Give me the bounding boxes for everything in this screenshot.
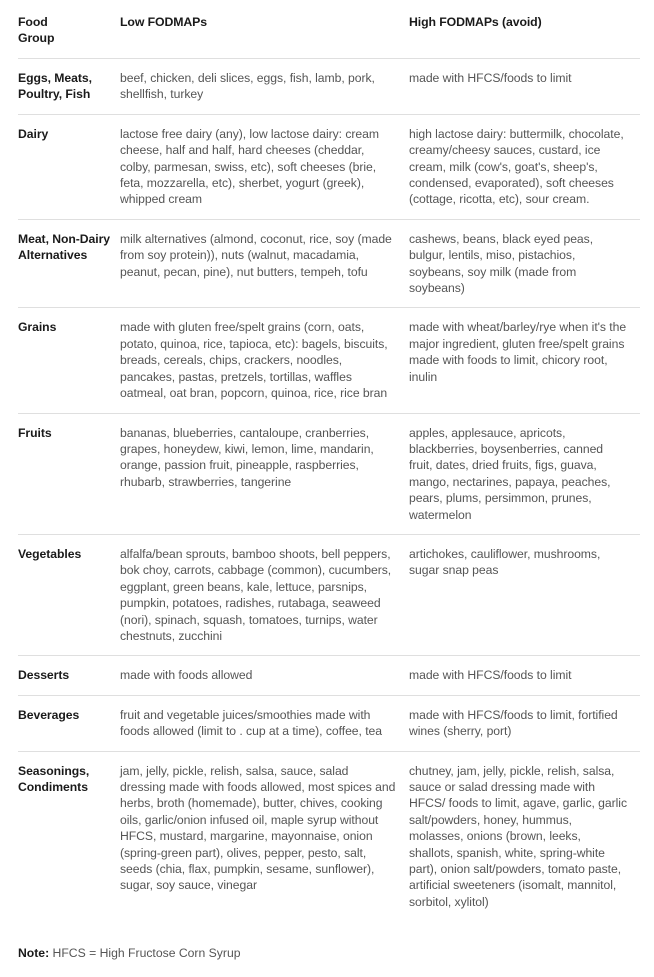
table-row [18,308,640,413]
table-header-row [18,14,640,59]
table-row [18,219,640,308]
table-row [18,413,640,534]
cell-low-fodmaps: alfalfa/bean sprouts, bamboo shoots, bell peppers, bok choy, carrots, cabbage (common), cucumbers, eggplant, green beans, kale, lettuce, parsnips, pumpkin, potatoes, radishes, rutabaga, seaweed (nori), spinach, squash, tomatoes, turnips, water chestnuts, zucchini [120,546,392,643]
cell-food-group: Desserts [18,668,70,683]
column-header-high-fodmaps: High FODMAPs (avoid) [409,15,542,29]
cell-low-fodmaps: fruit and vegetable juices/smoothies made with foods allowed (limit to . cup at a time), coffee, tea [120,707,382,739]
cell-food-group: Grains [18,320,57,335]
footer-note [18,945,241,961]
cell-food-group: Seasonings, Condiments [18,763,90,794]
cell-low-fodmaps: beef, chicken, deli slices, eggs, fish, lamb, pork, shellfish, turkey [120,71,375,102]
cell-low-fodmaps: made with gluten free/spelt grains (corn, oats, potato, quinoa, rice, tapioca, etc): bagels, biscuits, breads, cereals, chips, crackers, noodles, pancakes, pastas, pretzels, tortillas, waffles oatmeal, oat bran, popcorn, quinoa, rice, rice bran [120,320,388,401]
table-header [18,14,640,59]
column-header-food-group [18,14,120,59]
column-header-food-group-line2: Group [18,31,55,45]
column-header-low-fodmaps: Low FODMAPs [120,15,208,29]
cell-high-fodmaps: cashews, beans, black eyed peas, bulgur, lentils, miso, pistachios, soybeans, soy milk (made from soybeans) [409,231,594,296]
column-header-food-group-line1: Food [18,15,48,29]
fodmap-food-list-page [0,14,654,977]
cell-high-fodmaps: made with HFCS/foods to limit, fortified wines (sherry, port) [409,707,618,739]
cell-food-group: Fruits [18,425,52,440]
table-row [18,114,640,219]
cell-food-group: Beverages [18,707,80,722]
footer-note-text: HFCS = High Fructose Corn Syrup [49,946,241,960]
cell-high-fodmaps: artichokes, cauliflower, mushrooms, sugar snap peas [409,546,601,578]
cell-food-group: Vegetables [18,546,82,561]
cell-high-fodmaps: made with wheat/barley/rye when it's the major ingredient, gluten free/spelt grains made with foods to limit, chicory root, inulin [409,320,627,384]
cell-low-fodmaps: milk alternatives (almond, coconut, rice, soy (made from soy protein)), nuts (walnut, macadamia, peanut, pecan, pine), nut butters, tempeh, tofu [120,231,392,279]
table-row [18,695,640,751]
cell-high-fodmaps: made with HFCS/foods to limit [409,668,572,683]
table-body [18,59,640,922]
footer-note-label: Note: [18,946,50,960]
cell-food-group: Eggs, Meats, Poultry, Fish [18,71,92,102]
cell-food-group: Dairy [18,126,49,141]
cell-high-fodmaps: high lactose dairy: buttermilk, chocolate, creamy/cheesy sauces, custard, ice cream, milk (cow's, goat's, sheep's, condensed, evaporated), soft cheeses (cottage, ricotta, etc), sour cream. [409,126,624,207]
cell-low-fodmaps: jam, jelly, pickle, relish, salsa, sauce, salad dressing made with foods allowed, most spices and herbs, broth (homemade), butter, chives, cooking oils, garlic/onion infused oil, maple syrup without HFCS, mustard, margarine, mayonnaise, onion (spring-green part), olives, pepper, pesto, salt, seeds (chia, flax, pumpkin, sesame, sunflower), sugar, soy sauce, vinegar [120,763,396,893]
table-row [18,534,640,655]
table-row [18,656,640,695]
cell-low-fodmaps: made with foods allowed [120,668,253,683]
cell-high-fodmaps: apples, applesauce, apricots, blackberries, boysenberries, canned fruit, dates, dried fruits, figs, guava, mango, nectarines, papaya, peaches, pears, plums, persimmon, prunes, watermelon [409,425,611,522]
cell-food-group: Meat, Non-Dairy Alternatives [18,231,111,263]
table-row [18,59,640,115]
cell-low-fodmaps: lactose free dairy (any), low lactose dairy: cream cheese, half and half, hard cheeses (cheddar, colby, parmesan, swiss, etc), soft cheeses (brie, feta, mozzarella, etc), sherbet, yogurt (greek), whipped cream [120,126,379,207]
cell-low-fodmaps: bananas, blueberries, cantaloupe, cranberries, grapes, honeydew, kiwi, lemon, lime, mandarin, orange, passion fruit, pineapple, raspberries, rhubarb, strawberries, tangerine [120,425,374,489]
cell-high-fodmaps: chutney, jam, jelly, pickle, relish, salsa, sauce or salad dressing made with HFCS/ foods to limit, agave, garlic, garlic salt/powders, honey, hummus, molasses, onions (brown, leeks, shallots, spanish, white, spring-white part), onion salt/powders, tomato paste, artificial sweeteners (isomalt, mannitol, sorbitol, xylitol) [409,763,627,909]
fodmap-table [18,14,640,921]
cell-high-fodmaps: made with HFCS/foods to limit [409,71,572,85]
table-row [18,751,640,921]
